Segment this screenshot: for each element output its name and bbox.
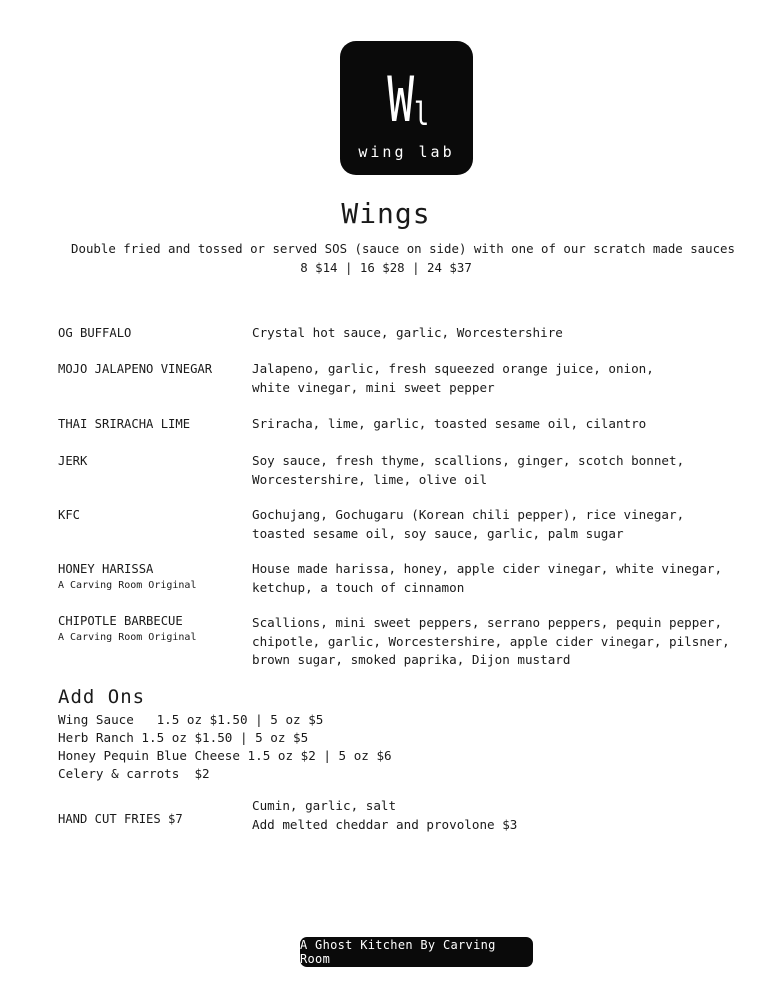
wing-name: HONEY HARISSA <box>58 562 154 576</box>
section-description: Double fried and tossed or served SOS (sauce on side) with one of our scratch made sauces <box>71 241 735 256</box>
wing-desc-line: Worcestershire, lime, olive oil <box>252 471 488 487</box>
wing-desc <box>252 452 684 489</box>
fries-desc <box>252 797 517 834</box>
logo-text: wing lab <box>358 143 455 161</box>
wing-desc-line: Scallions, mini sweet peppers, serrano peppers, pequin pepper, <box>252 615 723 630</box>
fries-desc-line: Cumin, garlic, salt <box>252 798 397 813</box>
section-prices: 8 $14 | 16 $28 | 24 $37 <box>300 260 472 275</box>
wing-desc-line: Crystal hot sauce, garlic, Worcestershire <box>252 325 563 340</box>
addon-line: Celery & carrots $2 <box>58 766 210 781</box>
wing-name: KFC <box>58 508 81 522</box>
wing-name: MOJO JALAPENO VINEGAR <box>58 362 213 376</box>
wing-desc-line: Gochujang, Gochugaru (Korean chili pepper), rice vinegar, <box>252 507 685 522</box>
wing-desc-line: white vinegar, mini sweet pepper <box>252 379 495 395</box>
wing-desc-line: Soy sauce, fresh thyme, scallions, ginger, scotch bonnet, <box>252 453 685 468</box>
wing-name: THAI SRIRACHA LIME <box>58 417 191 431</box>
logo-mark <box>340 59 473 136</box>
wing-desc <box>252 560 722 597</box>
wing-desc <box>252 614 730 670</box>
footer-badge <box>300 937 533 967</box>
wing-desc-line: toasted sesame oil, soy sauce, garlic, palm sugar <box>252 525 624 541</box>
wing-desc <box>252 324 563 343</box>
wing-desc-line: Sriracha, lime, garlic, toasted sesame oil, cilantro <box>252 416 647 431</box>
wing-name: JERK <box>58 454 88 468</box>
wing-note: A Carving Room Original <box>58 580 197 591</box>
wing-desc-line: ketchup, a touch of cinnamon <box>252 579 465 595</box>
addons-title: Add Ons <box>58 686 146 708</box>
section-intro <box>0 239 772 277</box>
logo-mark-w: W <box>387 63 415 136</box>
section-title: Wings <box>341 197 431 230</box>
wing-desc-line: brown sugar, smoked paprika, Dijon mustard <box>252 652 571 667</box>
addon-line: Wing Sauce 1.5 oz $1.50 | 5 oz $5 <box>58 712 324 727</box>
footer-text: A Ghost Kitchen By Carving Room <box>300 938 496 966</box>
wing-name: OG BUFFALO <box>58 326 132 340</box>
wing-lab-logo <box>340 41 473 175</box>
wing-desc-line: Jalapeno, garlic, fresh squeezed orange juice, onion, <box>252 361 654 376</box>
wing-desc-line: chipotle, garlic, Worcestershire, apple cider vinegar, pilsner, <box>252 633 730 649</box>
logo-mark-l: l <box>413 95 429 133</box>
addon-line: Herb Ranch 1.5 oz $1.50 | 5 oz $5 <box>58 730 309 745</box>
wing-desc <box>252 415 646 434</box>
wing-name-block <box>58 612 196 645</box>
addon-line: Honey Pequin Blue Cheese 1.5 oz $2 | 5 oz $6 <box>58 748 392 763</box>
wing-name-block <box>58 560 196 593</box>
fries-name: HAND CUT FRIES $7 <box>58 812 183 826</box>
wing-desc-line: House made harissa, honey, apple cider vinegar, white vinegar, <box>252 561 723 576</box>
fries-desc-line: Add melted cheddar and provolone $3 <box>252 816 518 832</box>
wing-name: CHIPOTLE BARBECUE <box>58 614 183 628</box>
wing-note: A Carving Room Original <box>58 632 197 643</box>
wing-desc <box>252 506 684 543</box>
wing-desc <box>252 360 654 397</box>
